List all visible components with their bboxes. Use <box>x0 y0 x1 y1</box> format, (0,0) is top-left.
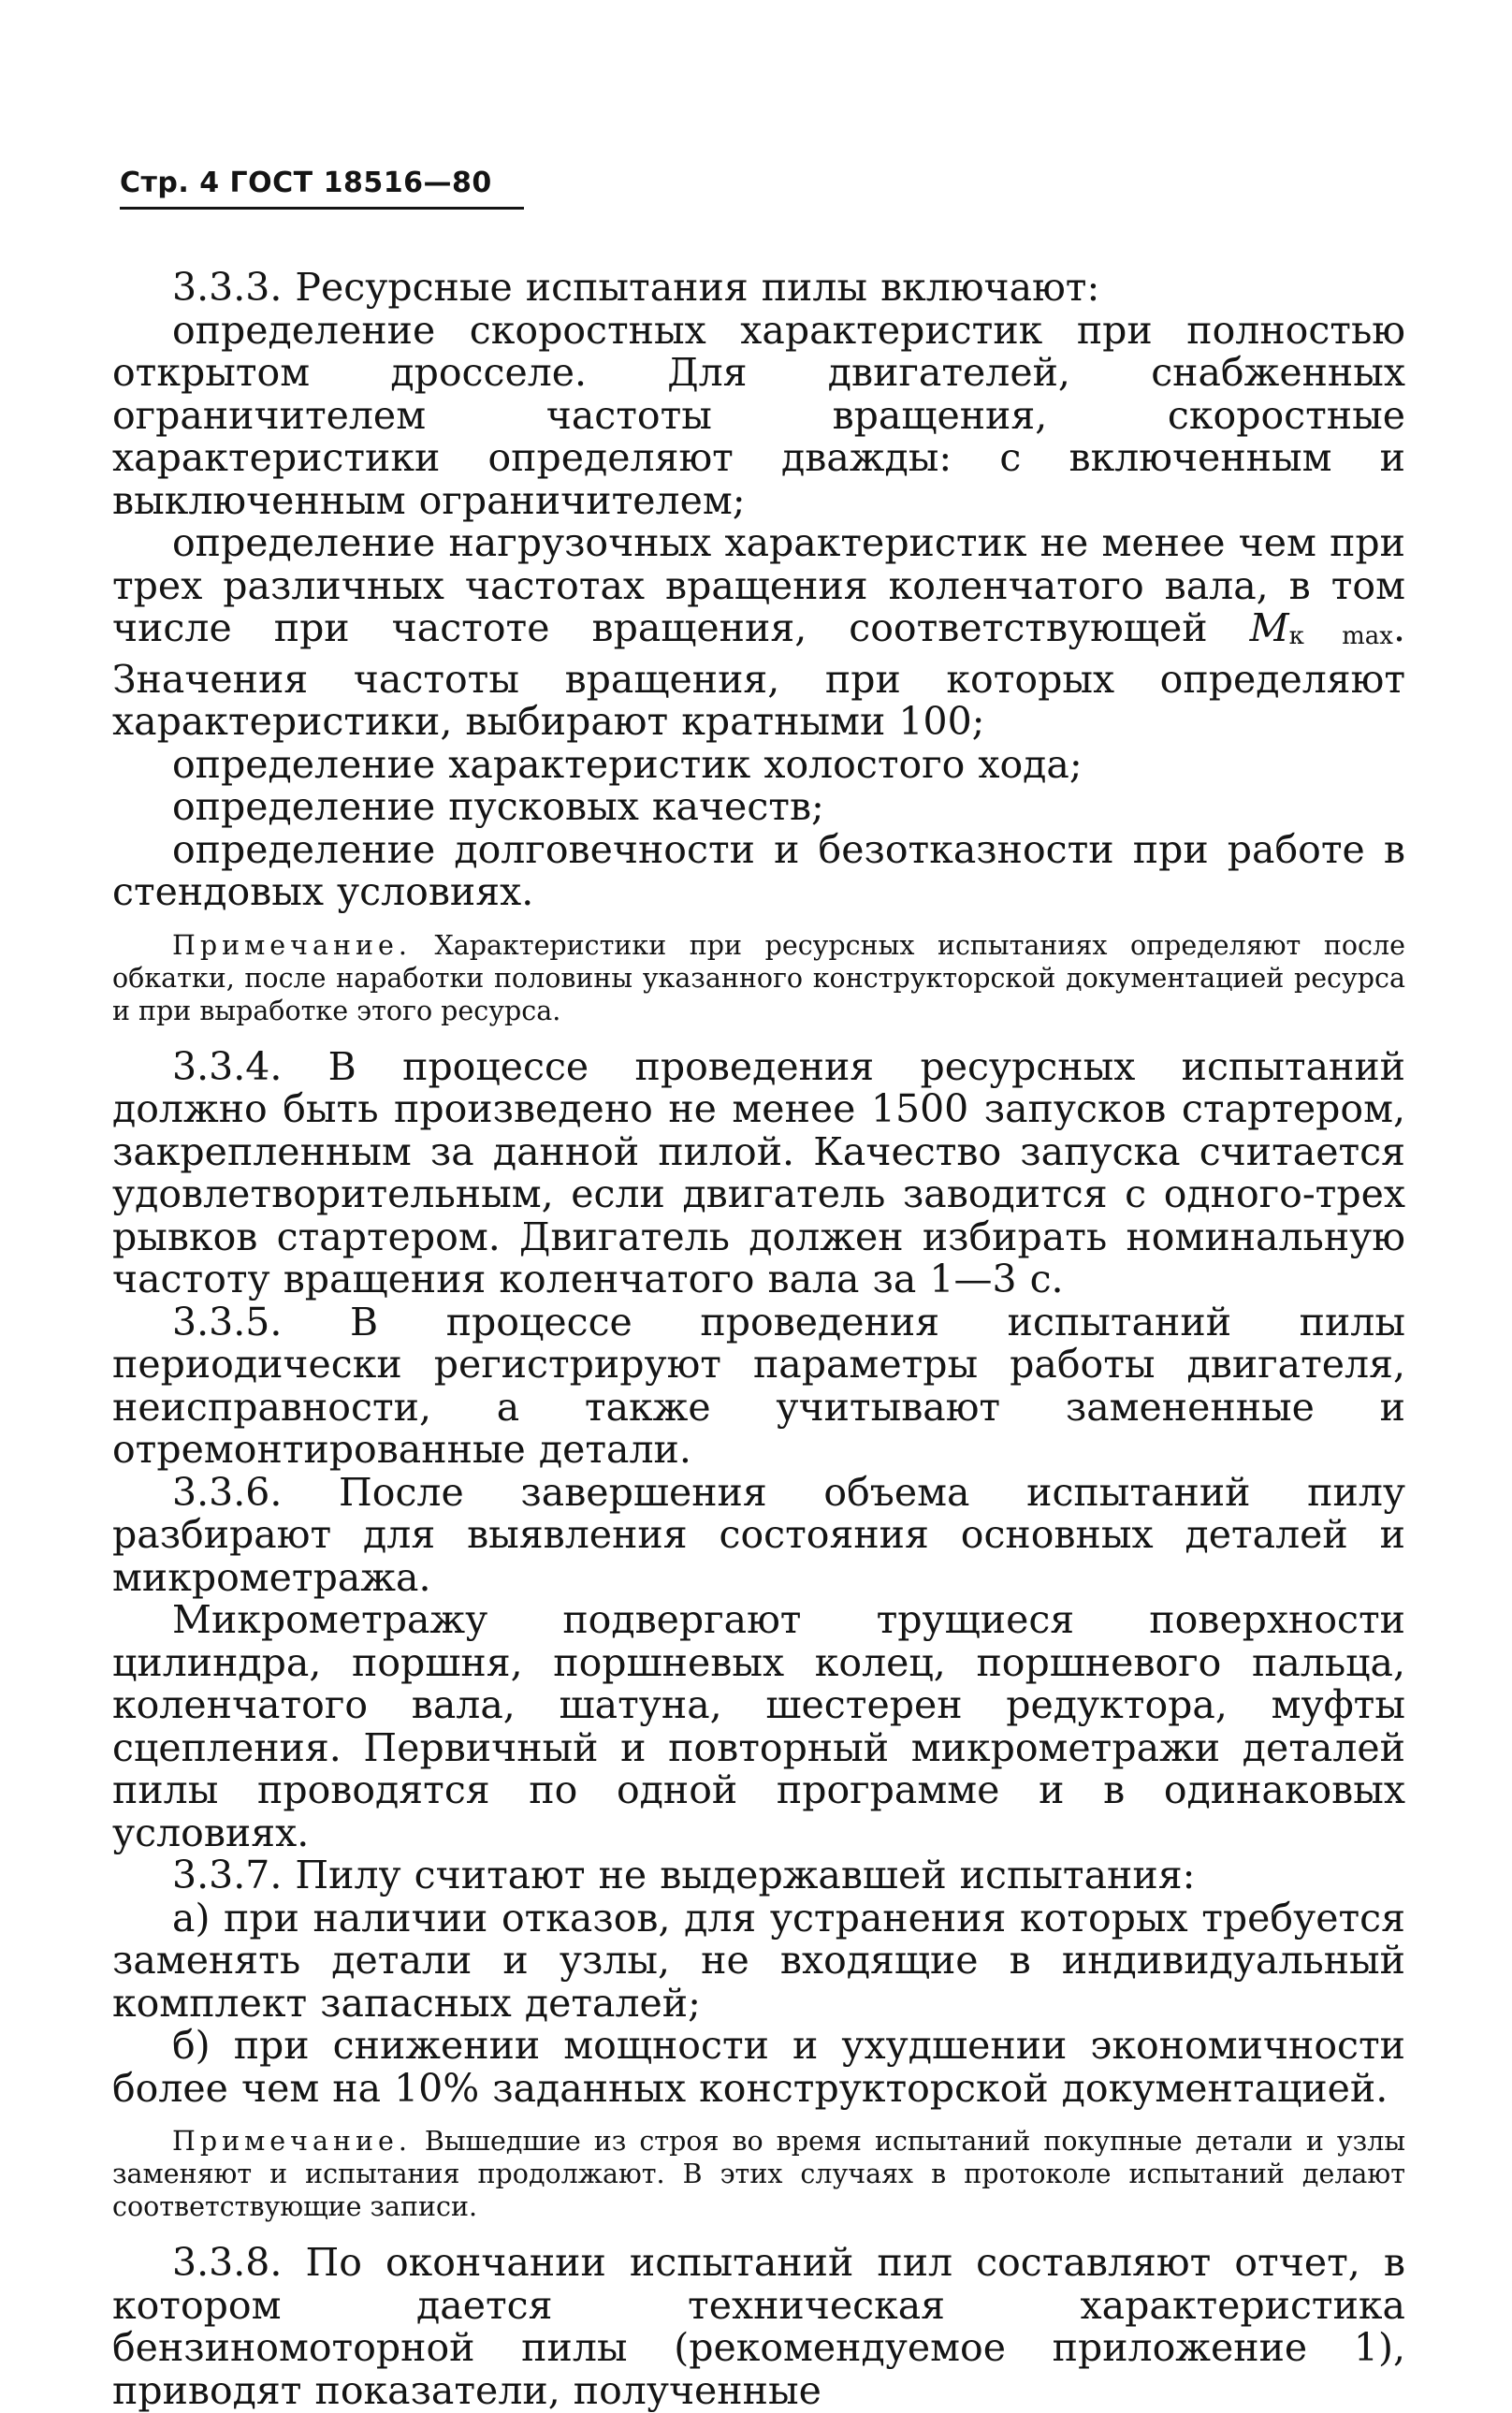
list-item-load-characteristics <box>112 522 1405 744</box>
paragraph-3-3-8: 3.3.8. По окончании испытаний пил составляют отчет, в котором дается техническая характеристика бензиномоторной пилы (рекомендуемое приложение 1), приводят показатели, полученные <box>112 2240 1405 2413</box>
page-header <box>120 167 524 210</box>
list-item-starting: определение пусковых качеств; <box>172 784 824 829</box>
page-title: Стр. 4 ГОСТ 18516—80 <box>120 167 492 199</box>
load-text-end: . Значения частоты вращения, при которых определяют характеристики, выбирают кратными 100; <box>112 605 1405 744</box>
paragraph-micrometry: Микрометражу подвергают трущиеся поверхности цилиндра, поршня, поршневых колец, поршневого пальца, коленчатого вала, шатуна, шестерен редуктора, муфты сцепления. Первичный и повторный микрометражи деталей пилы проводятся по одной программе и в одинаковых условиях. <box>112 1597 1405 1855</box>
list-item-idle: определение характеристик холостого хода; <box>172 741 1083 787</box>
paragraph-3-3-7: 3.3.7. Пилу считают не выдержавшей испытания: <box>172 1853 1196 1897</box>
note-2 <box>112 2125 1405 2223</box>
torque-symbol: М <box>1249 605 1289 650</box>
note-1 <box>112 929 1405 1027</box>
load-text-start: определение нагрузочных характеристик не менее чем при трех различных частотах вращения коленчатого вала, в том числе при частоте вращения, соответствующей <box>112 520 1405 650</box>
paragraph-3-3-5: 3.3.5. В процессе проведения испытаний пилы периодически регистрируют параметры работы двигателя, неисправности, а также учитывают замененные и отремонтированные детали. <box>112 1299 1405 1472</box>
document-body <box>112 267 1405 2412</box>
note-2-text: Вышедшие из строя во время испытаний покупные детали и узлы заменяют и испытания продолжают. В этих случаях в протоколе испытаний делают соответствующие записи. <box>112 2126 1406 2222</box>
list-item-b: б) при снижении мощности и ухудшении экономичности более чем на 10% заданных конструкторской документацией. <box>112 2023 1405 2111</box>
note-2-label: Примечание. <box>172 2126 412 2157</box>
paragraph-3-3-3: 3.3.3. Ресурсные испытания пилы включают: <box>172 265 1100 310</box>
list-item-durability: определение долговечности и безотказности при работе в стендовых условиях. <box>112 826 1405 914</box>
note-1-label: Примечание. <box>172 929 412 961</box>
list-item-a: а) при наличии отказов, для устранения которых требуется заменять детали и узлы, не входящие в индивидуальный комплект запасных деталей; <box>112 1895 1405 2026</box>
paragraph-3-3-4: 3.3.4. В процессе проведения ресурсных испытаний должно быть произведено не менее 1500 запусков стартером, закрепленным за данной пилой. Качество запуска считается удовлетворительным, если двигатель заводится с одного-трех рывков стартером. Двигатель должен избирать номинальную частоту вращения коленчатого вала за 1—3 с. <box>112 1043 1405 1301</box>
torque-subscript: к max <box>1288 622 1393 650</box>
note-1-text: Характеристики при ресурсных испытаниях определяют после обкатки, после наработки половины указанного конструкторской документацией ресурса и при выработке этого ресурса. <box>112 929 1405 1026</box>
list-item-speed-characteristics: определение скоростных характеристик при полностью открытом дросселе. Для двигателей, снабженных ограничителем частоты вращения, скоростные характеристики определяют дважды: с включенным и выключенным ограничителем; <box>112 307 1405 523</box>
paragraph-3-3-6: 3.3.6. После завершения объема испытаний пилу разбирают для выявления состояния основных деталей и микрометража. <box>112 1469 1405 1600</box>
